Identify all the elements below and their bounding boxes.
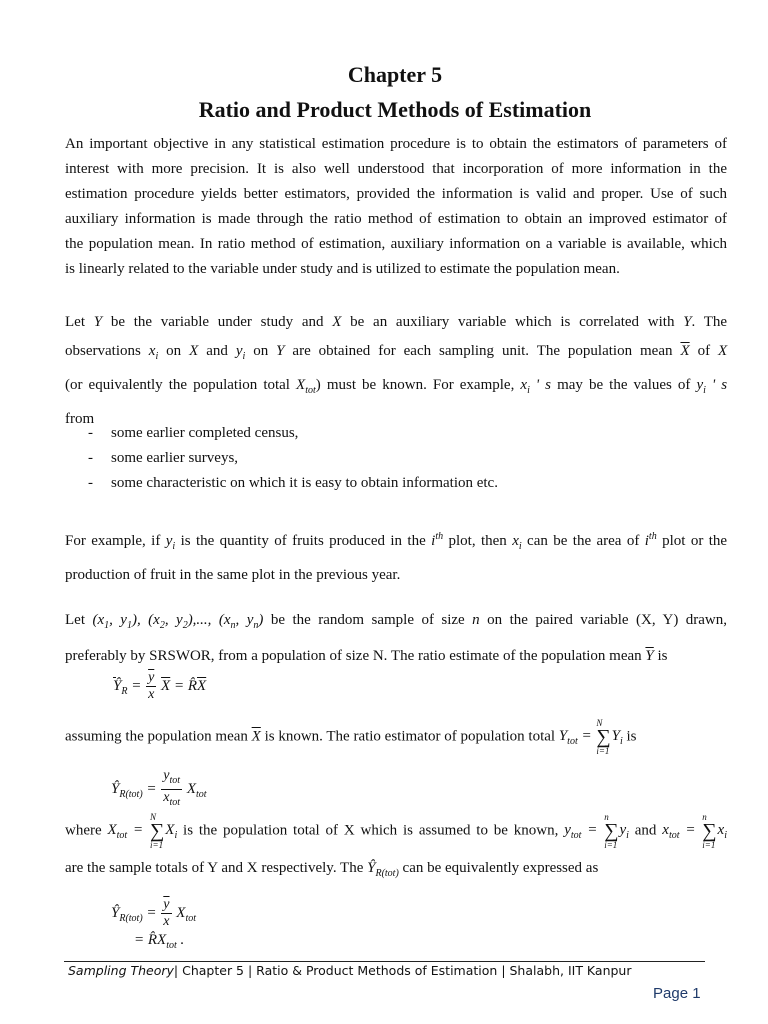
text: may be the values of (557, 377, 691, 393)
list-item: - some earlier completed census, (88, 425, 299, 441)
text: preferably by SRSWOR, from a population of size N. The ratio estimate of the population mean (65, 648, 642, 664)
text-line: production of fruit in the same plot in the previous year. (65, 567, 401, 583)
text: can be equivalently expressed as (402, 860, 599, 877)
text: . The (691, 314, 728, 330)
footer-divider (64, 961, 705, 962)
math: Y (276, 343, 285, 359)
text-line (65, 371, 727, 405)
text: and (634, 822, 657, 839)
math: $X_{tot}$ (296, 377, 316, 396)
math: $y_{tot}$ = n ∑ i=1 $y_i$ (564, 812, 629, 850)
chapter-title: Ratio and Product Methods of Estimation (198, 97, 592, 122)
text-line (65, 337, 727, 371)
text: is (657, 648, 668, 664)
math: Y (683, 314, 692, 330)
intro-line: the population mean. In ratio method of estimation, auxiliary information on a variable is available, which (65, 236, 727, 252)
math: $i^{th}$ (431, 531, 444, 549)
text-line: from (65, 411, 95, 427)
text: is the population total of X which is assumed to be known, (183, 822, 559, 839)
math: $Ŷ_{R(tot)}$ (367, 860, 399, 880)
footer-text: | Chapter 5 | Ratio & Product Methods of Estimation | Shalabh, IIT Kanpur (173, 963, 632, 978)
math: $y_i$ (235, 343, 246, 362)
example-paragraph (65, 522, 727, 590)
text: where (65, 822, 102, 839)
text: plot, then (448, 533, 507, 549)
text: plot or the (662, 533, 728, 549)
math: $x_i$ ' s (520, 377, 552, 396)
math: ($x_1$, $y_1$), ($x_2$, $y_2$),..., ($x_n$, $y_n$) (92, 612, 264, 631)
text: Let (65, 314, 85, 330)
text: can be the area of (527, 533, 640, 549)
ratio-total-formula-alt: $Ŷ_{R(tot)}$ = $\frac{\overline{y}}{x}$ $X_{tot}$ (111, 897, 196, 929)
math: $x_{tot}$ = n ∑ i=1 $x_i$ (662, 812, 727, 850)
text: assuming the population mean (65, 728, 248, 745)
math: X (332, 314, 342, 330)
list-item-text: some earlier surveys, (111, 450, 239, 466)
list-item: - some earlier surveys, (88, 450, 239, 466)
variables-paragraph (65, 308, 727, 434)
text: and (206, 343, 228, 359)
text: of (697, 343, 711, 359)
text: is (626, 728, 637, 745)
math: $\overline{Y}$ (645, 648, 654, 664)
page-footer (68, 963, 632, 978)
text-line (65, 308, 727, 337)
math: $\overline{X}$ (251, 728, 261, 745)
math: $x_i$ (148, 343, 159, 362)
intro-line: is linearly related to the variable under study and is utilized to estimate the population mean. (65, 261, 620, 277)
text: observations (65, 343, 141, 359)
math: n (472, 612, 480, 628)
math: $X_{tot}$ = N ∑ i=1 $X_i$ (107, 812, 178, 850)
text: Let (65, 612, 85, 628)
known-mean-paragraph (65, 718, 685, 756)
intro-line: auxiliary information is made through the ratio method of estimation to obtain an improved estimator of (65, 211, 727, 227)
text: are the sample totals of Y and X respectively. The (65, 860, 364, 877)
ratio-total-formula-alt-2: = $R̂X_{tot}$ . (134, 932, 185, 951)
text: be an auxiliary variable which is correlated with (350, 314, 675, 330)
footer-book-title: Sampling Theory (68, 963, 174, 978)
totals-paragraph (65, 812, 727, 888)
sample-paragraph (65, 605, 727, 672)
math: $x_i$ (512, 533, 522, 552)
page-number: Page 1 (653, 985, 701, 1002)
text: are obtained for each sampling unit. The population mean (292, 343, 673, 359)
math: $\overline{X}$ (680, 343, 690, 359)
text-line (65, 641, 727, 672)
text: on (166, 343, 182, 359)
text: For example, if (65, 533, 161, 549)
text: is known. The ratio estimator of population total (264, 728, 556, 745)
text-line (65, 522, 727, 561)
intro-paragraph (65, 132, 727, 282)
text: be the random sample of size (270, 612, 465, 628)
ratio-total-formula: $Ŷ_{R(tot)}$ = $\frac{y_{tot}}{x_{tot}}$ $X_{tot}$ (111, 768, 207, 808)
math: $i^{th}$ (644, 531, 657, 549)
math: $Y_{tot}$ = N ∑ i=1 $Y_i$ (558, 718, 623, 756)
list-item-text: some characteristic on which it is easy to obtain information etc. (111, 475, 498, 491)
math: Y (93, 314, 103, 330)
list-item-text: some earlier completed census, (111, 425, 299, 441)
math: $y_i$ (165, 533, 176, 552)
intro-line: interest with more precision. It is also well understood that incorporation of more information in the (65, 161, 727, 177)
text: ) must be known. For example, (315, 377, 515, 393)
text: on the paired variable (X, Y) drawn, (487, 612, 728, 628)
text: is the quantity of fruits produced in the (180, 533, 426, 549)
chapter-heading: Chapter 5 (347, 62, 443, 87)
math: X (718, 343, 728, 359)
ratio-estimate-formula: $\overline{Ŷ}_R$ = $\frac{\overline{y}}{x}$ $\overline{X}$ = $R̂\overline{X}$ (113, 670, 207, 702)
text-line (65, 854, 727, 888)
bullet-list (88, 421, 498, 496)
text: (or equivalently the population total (65, 377, 290, 393)
math: X (189, 343, 199, 359)
intro-line: An important objective in any statistical estimation procedure is to obtain the estimators of parameters of (65, 136, 727, 152)
text-line (65, 605, 727, 641)
list-item: - some characteristic on which it is easy to obtain information etc. (88, 475, 498, 491)
text-line (65, 812, 727, 850)
text: be the variable under study and (110, 314, 324, 330)
text: on (253, 343, 269, 359)
text-line (65, 718, 685, 756)
math: $y_i$ ' s (696, 377, 728, 396)
intro-line: estimation procedure yields better estimators, provided the information is valid and proper. Use of such (65, 186, 727, 202)
